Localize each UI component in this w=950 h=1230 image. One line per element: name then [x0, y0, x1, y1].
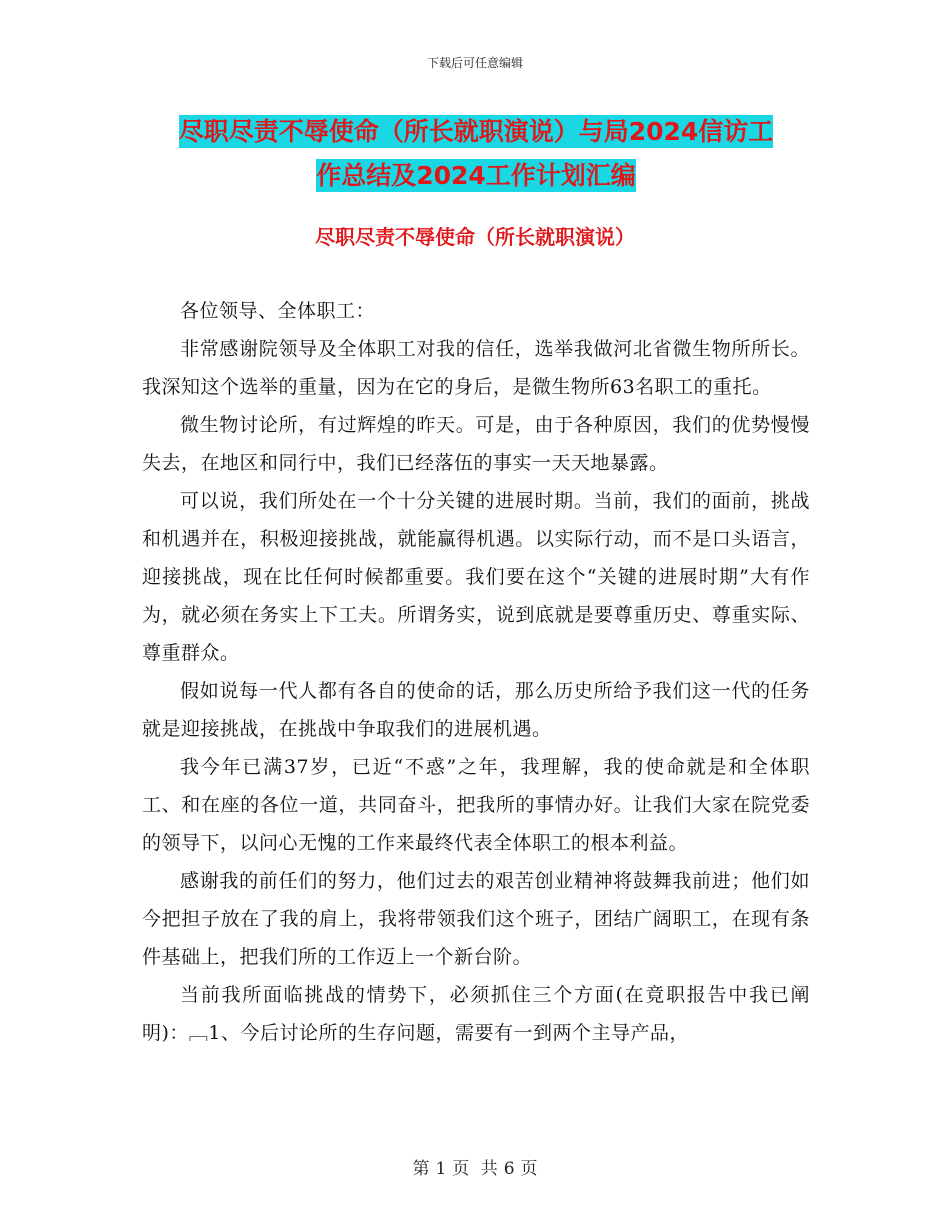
paragraph: 非常感谢院领导及全体职工对我的信任，选举我做河北省微生物所所长。我深知这个选举的重量，因为在它的身后，是微生物所63名职工的重托。	[142, 338, 810, 398]
body-text	[142, 292, 810, 1052]
footer-page-number: 1	[435, 1159, 447, 1179]
page-footer	[0, 1154, 950, 1179]
footer-total-number: 6	[503, 1159, 515, 1179]
title-line-1: 尽职尽责不辱使命（所长就职演说）与局2024信访工	[178, 117, 774, 146]
paragraph: 各位领导、全体职工：	[180, 300, 376, 322]
footer-total-unit: 页	[520, 1159, 538, 1179]
title-line-2: 作总结及2024工作计划汇编	[316, 161, 636, 190]
paragraph: 当前我所面临挑战的情势下，必须抓住三个方面(在竟职报告中我已阐明)：﹇1、今后讨论所的生存问题，需要有一到两个主导产品，	[142, 984, 810, 1044]
section-title: 尽职尽责不辱使命（所长就职演说）	[315, 225, 635, 249]
footer-page-label: 第	[412, 1159, 430, 1179]
paragraph: 可以说，我们所处在一个十分关键的进展时期。当前，我们的面前，挑战和机遇并在，积极迎接挑战，就能赢得机遇。以实际行动，而不是口头语言，迎接挑战，现在比任何时候都重要。我们要在这个“关键的进展时期”大有作为，就必须在务实上下工夫。所谓务实，说到底就是要尊重历史、尊重实际、尊重群众。	[142, 490, 810, 664]
paragraph: 假如说每一代人都有各自的使命的话，那么历史所给予我们这一代的任务就是迎接挑战，在挑战中争取我们的进展机遇。	[142, 680, 810, 740]
footer-page-unit: 页	[452, 1159, 470, 1179]
footer-total-label: 共	[480, 1159, 498, 1179]
document-title	[142, 110, 810, 198]
paragraph: 感谢我的前任们的努力，他们过去的艰苦创业精神将鼓舞我前进；他们如今把担子放在了我的肩上，我将带领我们这个班子，团结广阔职工，在现有条件基础上，把我们所的工作迈上一个新台阶。	[142, 870, 810, 968]
page-header-note: 下载后可任意编辑	[426, 56, 523, 70]
paragraph: 微生物讨论所，有过辉煌的昨天。可是，由于各种原因，我们的优势慢慢失去，在地区和同行中，我们已经落伍的事实一天天地暴露。	[142, 414, 810, 474]
paragraph: 我今年已满37岁，已近“不惑”之年，我理解，我的使命就是和全体职工、和在座的各位一道，共同奋斗，把我所的事情办好。让我们大家在院党委的领导下，以问心无愧的工作来最终代表全体职工的根本利益。	[142, 756, 810, 854]
